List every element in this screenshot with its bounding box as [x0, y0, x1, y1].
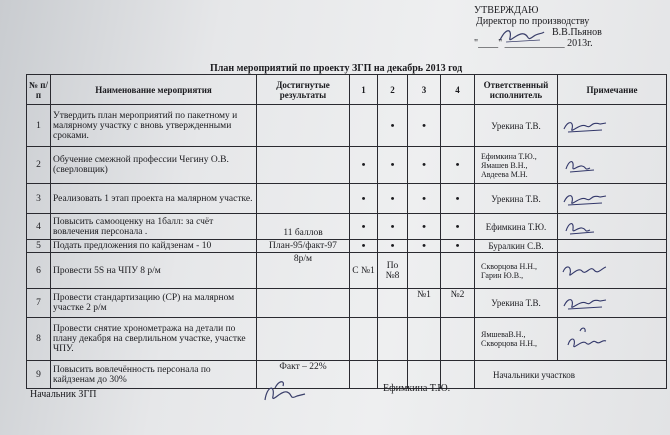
footer-signature	[255, 376, 315, 406]
row-week-4	[441, 105, 475, 147]
row-responsible: Ефимкина Т.Ю.	[475, 214, 558, 240]
row-week-2: По №8	[378, 253, 408, 289]
row-week-4: •	[441, 214, 475, 240]
row-name: Подать предложения по кайдзенам - 10	[51, 240, 257, 253]
row-responsible	[475, 361, 667, 389]
table-row	[27, 253, 667, 289]
approval-position: Директор по производству	[476, 16, 590, 27]
row-note	[558, 289, 667, 318]
approval-date: "____" ____________ 2013г.	[474, 38, 593, 49]
row-week-4: •	[441, 147, 475, 184]
row-num: 4	[27, 214, 51, 240]
signature-mark	[560, 190, 608, 208]
table-row	[27, 361, 667, 389]
table-row	[27, 318, 667, 361]
table-row	[27, 147, 667, 184]
row-week-2: •	[378, 240, 408, 253]
row-name: Повысить вовлечённость персонала по кайдзенам до 30%	[51, 361, 257, 389]
row-week-2: •	[378, 147, 408, 184]
row-week-1: •	[350, 214, 378, 240]
row-week-3	[408, 253, 441, 289]
row-name: Провести снятие хронометража на детали по плану декабря на сверлильном участке, участке ЧПУ.	[51, 318, 257, 361]
row-week-2: •	[378, 214, 408, 240]
row-responsible: Скворцова Н.Н., Гарин Ю.В.,	[475, 253, 558, 289]
row-week-3: •	[408, 147, 441, 184]
table-row	[27, 105, 667, 147]
table-row	[27, 184, 667, 214]
row-name: Утвердить план мероприятий по пакетному и малярному участку с вновь утвержденными сроками.	[51, 105, 257, 147]
header-num: № п/п	[27, 75, 51, 105]
row-num: 2	[27, 147, 51, 184]
row-week-3: •	[408, 214, 441, 240]
row-week-3: •	[408, 105, 441, 147]
signature-mark	[560, 262, 608, 280]
table-row	[27, 240, 667, 253]
row-name: Реализовать 1 этап проекта на малярном участке.	[51, 184, 257, 214]
header-name: Наименование мероприятия	[51, 75, 257, 105]
table-header-row	[27, 75, 667, 105]
row-week-3: •	[408, 184, 441, 214]
row-num: 3	[27, 184, 51, 214]
signature-mark	[560, 325, 608, 353]
header-note: Примечание	[558, 75, 667, 105]
row-week-1: •	[350, 147, 378, 184]
header-week-1: 1	[350, 75, 378, 105]
row-responsible: ЯмшеваВ.Н., Скворцова Н.Н.,	[475, 318, 558, 361]
row-week-4: •	[441, 240, 475, 253]
signature-mark	[560, 117, 608, 135]
row-week-4: •	[441, 184, 475, 214]
table-row	[27, 214, 667, 240]
row-week-2	[378, 289, 408, 318]
row-result: 11 баллов	[257, 214, 350, 240]
row-note	[558, 184, 667, 214]
row-num: 1	[27, 105, 51, 147]
row-note	[558, 253, 667, 289]
header-result: Достигнутые результаты	[257, 75, 350, 105]
row-result: План-95/факт-97	[257, 240, 350, 253]
row-num: 9	[27, 361, 51, 389]
row-result	[257, 105, 350, 147]
row-week-1	[350, 105, 378, 147]
row-note	[558, 214, 667, 240]
page-title: План мероприятий по проекту ЗГП на декабрь 2013 год	[210, 63, 463, 74]
row-week-1	[350, 318, 378, 361]
row-responsible: Урекина Т.В.	[475, 184, 558, 214]
row-week-1: •	[350, 240, 378, 253]
footer-position: Начальник ЗГП	[30, 389, 97, 400]
row-week-3: №1	[408, 289, 441, 318]
approval-name: В.В.Пьянов	[552, 27, 602, 38]
row-note	[558, 318, 667, 361]
plan-table	[26, 74, 667, 389]
row-week-1	[350, 289, 378, 318]
row-name: Обучение смежной профессии Чегину О.В.(сверловщик)	[51, 147, 257, 184]
table-row	[27, 289, 667, 318]
row-num: 5	[27, 240, 51, 253]
header-week-2: 2	[378, 75, 408, 105]
row-week-1	[350, 361, 378, 389]
row-result	[257, 318, 350, 361]
director-signature	[496, 24, 546, 46]
row-name: Провести стандартизацию (СР) на малярном участке 2 р/м	[51, 289, 257, 318]
row-week-3	[408, 318, 441, 361]
row-responsible: Урекина Т.В.	[475, 105, 558, 147]
signature-mark	[560, 218, 608, 236]
header-week-3: 3	[408, 75, 441, 105]
row-result: Факт – 22%	[257, 361, 350, 389]
row-week-4: №2	[441, 289, 475, 318]
row-week-4	[441, 253, 475, 289]
row-num: 8	[27, 318, 51, 361]
row-note	[558, 147, 667, 184]
row-week-2: •	[378, 184, 408, 214]
signature-mark	[560, 156, 608, 174]
row-result	[257, 147, 350, 184]
row-week-4	[441, 318, 475, 361]
row-week-2	[378, 318, 408, 361]
row-responsible: Ефимкина Т.Ю., Ямашев В.Н., Авдеева М.Н.	[475, 147, 558, 184]
header-responsible: Ответственный исполнитель	[475, 75, 558, 105]
row-result	[257, 184, 350, 214]
row-responsible: Урекина Т.В.	[475, 289, 558, 318]
row-week-1: •	[350, 184, 378, 214]
row-name: Провести 5S на ЧПУ 8 р/м	[51, 253, 257, 289]
footer-name: Ефимкина Т.Ю.	[383, 383, 451, 394]
row-week-3: •	[408, 240, 441, 253]
row-note	[558, 105, 667, 147]
row-responsible-text: Начальники участков	[493, 369, 576, 380]
row-num: 7	[27, 289, 51, 318]
row-week-2: •	[378, 105, 408, 147]
row-result: 8р/м	[257, 253, 350, 289]
row-result	[257, 289, 350, 318]
header-week-4: 4	[441, 75, 475, 105]
row-responsible: Буралкин С.В.	[475, 240, 558, 253]
row-num: 6	[27, 253, 51, 289]
row-name: Повысить самооценку на 1балл: за счёт вовлечения персонала .	[51, 214, 257, 240]
signature-mark	[560, 294, 608, 312]
row-note	[558, 240, 667, 253]
row-week-1: С №1	[350, 253, 378, 289]
approval-heading: УТВЕРЖДАЮ	[474, 5, 539, 16]
